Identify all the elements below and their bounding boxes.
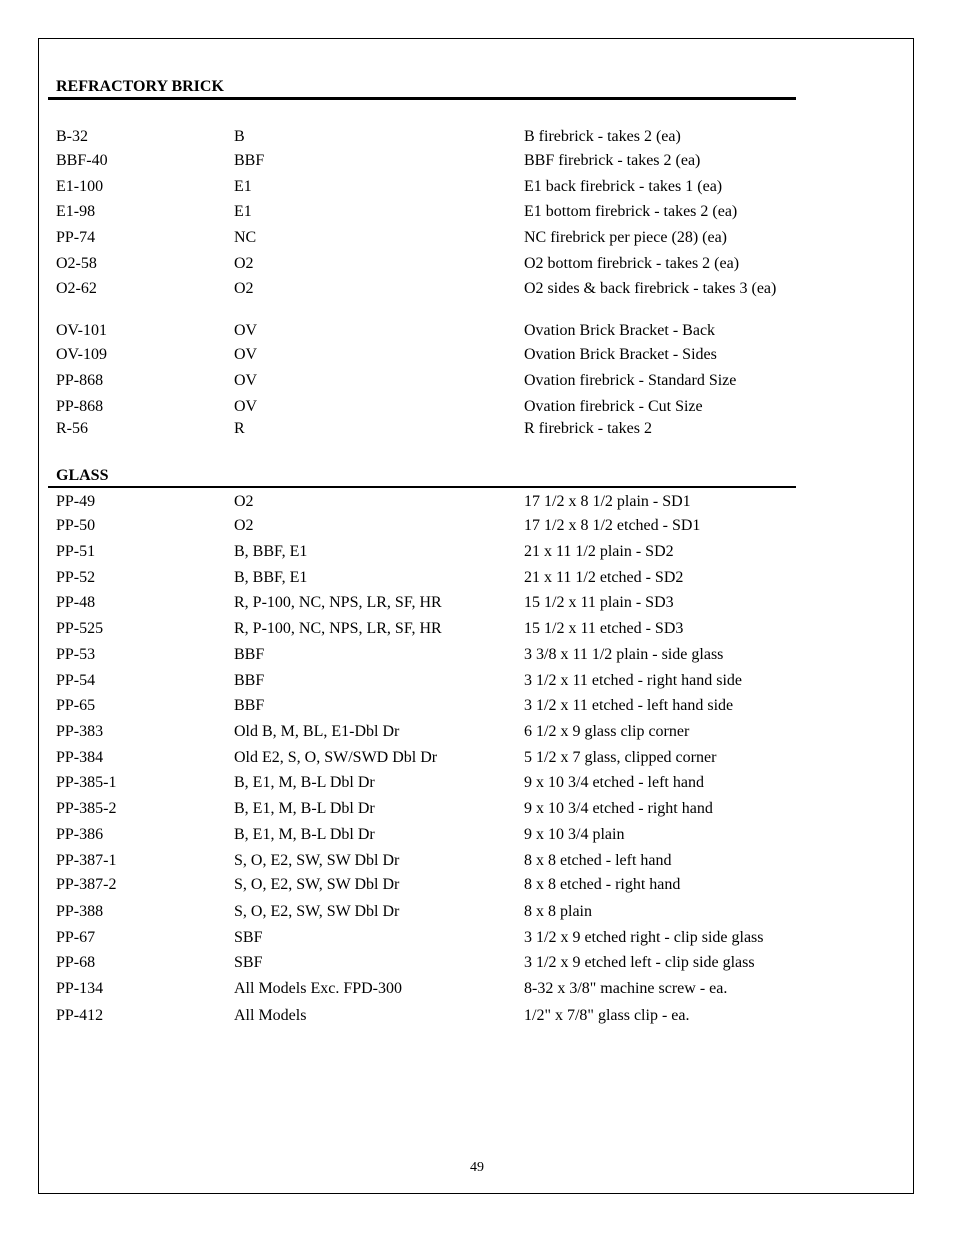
part-description: 8-32 x 3/8" machine screw - ea.: [524, 980, 728, 997]
model-list: O2: [234, 517, 254, 534]
part-description: BBF firebrick - takes 2 (ea): [524, 152, 701, 169]
part-number: E1-100: [56, 178, 104, 195]
model-list: R, P-100, NC, NPS, LR, SF, HR: [234, 594, 442, 611]
model-list: R, P-100, NC, NPS, LR, SF, HR: [234, 620, 442, 637]
part-number: PP-49: [56, 493, 96, 510]
part-number: PP-53: [56, 646, 96, 663]
part-number: PP-388: [56, 903, 104, 920]
part-number: PP-384: [56, 749, 104, 766]
part-description: O2 bottom firebrick - takes 2 (ea): [524, 255, 740, 272]
part-number: OV-101: [56, 322, 107, 339]
part-number: PP-387-1: [56, 852, 117, 869]
part-number: BBF-40: [56, 152, 108, 169]
part-description: 3 1/2 x 9 etched right - clip side glass: [524, 929, 764, 946]
part-description: O2 sides & back firebrick - takes 3 (ea): [524, 280, 777, 297]
part-number: PP-134: [56, 980, 104, 997]
part-description: R firebrick - takes 2: [524, 420, 652, 437]
model-list: B, E1, M, B-L Dbl Dr: [234, 774, 375, 791]
part-description: Ovation Brick Bracket - Sides: [524, 346, 717, 363]
model-list: OV: [234, 322, 258, 339]
model-list: E1: [234, 178, 252, 195]
part-number: O2-58: [56, 255, 97, 272]
section-divider: [48, 97, 796, 100]
part-number: PP-385-2: [56, 800, 117, 817]
part-number: PP-383: [56, 723, 104, 740]
part-description: E1 back firebrick - takes 1 (ea): [524, 178, 723, 195]
model-list: S, O, E2, SW, SW Dbl Dr: [234, 852, 400, 869]
part-description: 21 x 11 1/2 plain - SD2: [524, 543, 674, 560]
part-number: PP-868: [56, 372, 104, 389]
part-number: PP-525: [56, 620, 104, 637]
part-description: 17 1/2 x 8 1/2 plain - SD1: [524, 493, 691, 510]
part-description: E1 bottom firebrick - takes 2 (ea): [524, 203, 738, 220]
model-list: B, BBF, E1: [234, 543, 308, 560]
model-list: O2: [234, 255, 254, 272]
part-number: PP-52: [56, 569, 96, 586]
model-list: B, BBF, E1: [234, 569, 308, 586]
part-description: 8 x 8 etched - left hand: [524, 852, 672, 869]
part-description: 8 x 8 etched - right hand: [524, 876, 681, 893]
model-list: Old B, M, BL, E1-Dbl Dr: [234, 723, 400, 740]
part-description: Ovation firebrick - Standard Size: [524, 372, 737, 389]
model-list: BBF: [234, 672, 265, 689]
part-description: 9 x 10 3/4 etched - right hand: [524, 800, 713, 817]
part-description: 5 1/2 x 7 glass, clipped corner: [524, 749, 717, 766]
part-description: 9 x 10 3/4 plain: [524, 826, 625, 843]
part-number: PP-868: [56, 398, 104, 415]
part-number: PP-386: [56, 826, 104, 843]
part-description: 6 1/2 x 9 glass clip corner: [524, 723, 690, 740]
model-list: NC: [234, 229, 257, 246]
model-list: B: [234, 128, 245, 145]
part-number: OV-109: [56, 346, 107, 363]
part-number: PP-51: [56, 543, 96, 560]
model-list: B, E1, M, B-L Dbl Dr: [234, 826, 375, 843]
part-description: 17 1/2 x 8 1/2 etched - SD1: [524, 517, 701, 534]
model-list: B, E1, M, B-L Dbl Dr: [234, 800, 375, 817]
model-list: BBF: [234, 152, 265, 169]
model-list: Old E2, S, O, SW/SWD Dbl Dr: [234, 749, 438, 766]
part-number: O2-62: [56, 280, 97, 297]
part-number: PP-387-2: [56, 876, 117, 893]
part-description: NC firebrick per piece (28) (ea): [524, 229, 727, 246]
part-description: 1/2" x 7/8" glass clip - ea.: [524, 1007, 690, 1024]
section-heading-glass: GLASS: [56, 467, 109, 484]
part-number: PP-68: [56, 954, 96, 971]
part-description: B firebrick - takes 2 (ea): [524, 128, 681, 145]
model-list: E1: [234, 203, 252, 220]
model-list: SBF: [234, 954, 263, 971]
part-number: PP-50: [56, 517, 96, 534]
part-number: B-32: [56, 128, 88, 145]
part-description: Ovation Brick Bracket - Back: [524, 322, 716, 339]
part-number: PP-74: [56, 229, 96, 246]
part-number: PP-65: [56, 697, 96, 714]
model-list: OV: [234, 398, 258, 415]
model-list: S, O, E2, SW, SW Dbl Dr: [234, 876, 400, 893]
part-description: 3 1/2 x 11 etched - left hand side: [524, 697, 734, 714]
model-list: OV: [234, 346, 258, 363]
model-list: SBF: [234, 929, 263, 946]
model-list: BBF: [234, 697, 265, 714]
model-list: O2: [234, 280, 254, 297]
part-description: 3 1/2 x 9 etched left - clip side glass: [524, 954, 755, 971]
model-list: O2: [234, 493, 254, 510]
part-number: E1-98: [56, 203, 96, 220]
part-number: PP-67: [56, 929, 96, 946]
model-list: OV: [234, 372, 258, 389]
model-list: BBF: [234, 646, 265, 663]
part-description: 3 3/8 x 11 1/2 plain - side glass: [524, 646, 724, 663]
model-list: All Models: [234, 1007, 307, 1024]
part-description: 3 1/2 x 11 etched - right hand side: [524, 672, 743, 689]
model-list: All Models Exc. FPD-300: [234, 980, 402, 997]
part-description: Ovation firebrick - Cut Size: [524, 398, 703, 415]
section-divider: [48, 486, 796, 488]
model-list: S, O, E2, SW, SW Dbl Dr: [234, 903, 400, 920]
part-description: 8 x 8 plain: [524, 903, 592, 920]
part-number: R-56: [56, 420, 88, 437]
part-description: 15 1/2 x 11 etched - SD3: [524, 620, 684, 637]
part-description: 15 1/2 x 11 plain - SD3: [524, 594, 674, 611]
part-number: PP-48: [56, 594, 96, 611]
part-number: PP-385-1: [56, 774, 117, 791]
section-heading-refractory-brick: REFRACTORY BRICK: [56, 78, 224, 95]
page-number: 49: [470, 1160, 484, 1175]
model-list: R: [234, 420, 245, 437]
part-number: PP-54: [56, 672, 96, 689]
part-description: 21 x 11 1/2 etched - SD2: [524, 569, 684, 586]
part-description: 9 x 10 3/4 etched - left hand: [524, 774, 704, 791]
part-number: PP-412: [56, 1007, 104, 1024]
